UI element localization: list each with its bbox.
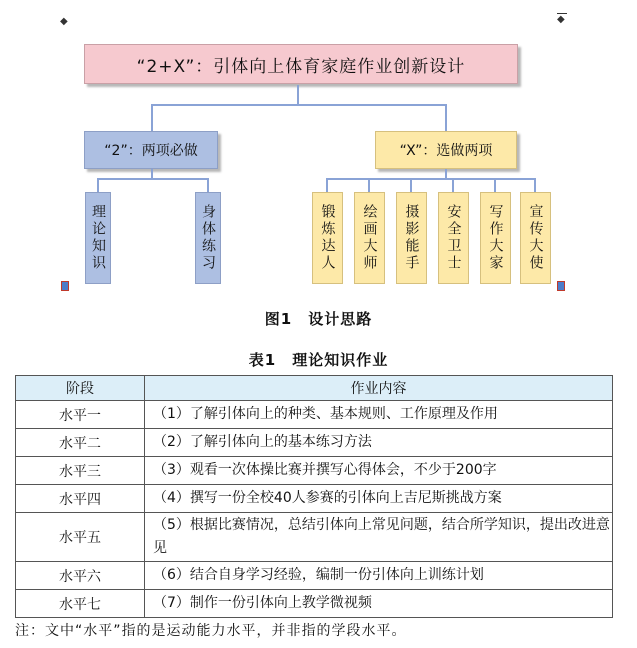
connector	[297, 85, 299, 105]
anchor-handle-right: ◆	[557, 13, 567, 25]
optional-item-promotion: 宣传大使	[520, 192, 551, 284]
connector	[368, 178, 370, 192]
row-content: （5）根据比赛情况，总结引体向上常见问题，结合所学知识，提出改进意见	[145, 513, 613, 562]
optional-item-photography: 摄影能手	[396, 192, 427, 284]
row-content: （4）撰写一份全校40人参赛的引体向上吉尼斯挑战方案	[145, 485, 613, 513]
header-content: 作业内容	[145, 376, 613, 401]
anchor-handle-left: ◆	[60, 16, 68, 27]
row-content: （1）了解引体向上的种类、基本规则、工作原理及作用	[145, 401, 613, 429]
required-branch-box	[84, 131, 218, 169]
optional-branch-box	[375, 131, 517, 169]
row-level: 水平七	[16, 590, 145, 618]
object-marker-right	[557, 281, 565, 291]
optional-branch-label: “X”：选做两项	[399, 143, 493, 159]
connector	[97, 178, 209, 180]
connector	[151, 104, 153, 131]
table-row	[16, 513, 613, 562]
table-row	[16, 401, 613, 429]
optional-item-painting: 绘画大师	[354, 192, 385, 284]
connector	[151, 104, 447, 106]
table-header-row	[16, 376, 613, 401]
table-note: 注：文中“水平”指的是运动能力水平，并非指的学段水平。	[15, 623, 407, 639]
table-caption: 表1 理论知识作业	[248, 351, 389, 369]
connector	[494, 178, 496, 192]
row-level: 水平六	[16, 562, 145, 590]
row-level: 水平一	[16, 401, 145, 429]
table-row	[16, 562, 613, 590]
row-content: （2）了解引体向上的基本练习方法	[145, 429, 613, 457]
figure-caption: 图1 设计思路	[264, 310, 373, 328]
row-content: （3）观看一次体操比赛并撰写心得体会，不少于200字	[145, 457, 613, 485]
optional-item-writing: 写作大家	[480, 192, 511, 284]
object-marker-left	[61, 281, 69, 291]
row-level: 水平二	[16, 429, 145, 457]
diagram-title-box	[84, 44, 518, 84]
connector	[326, 178, 328, 192]
required-branch-label: “2”：两项必做	[104, 143, 198, 159]
row-content: （7）制作一份引体向上教学微视频	[145, 590, 613, 618]
optional-item-safety: 安全卫士	[438, 192, 469, 284]
required-item-theory: 理论知识	[85, 192, 111, 284]
table-row	[16, 429, 613, 457]
required-item-practice: 身体练习	[195, 192, 221, 284]
diagram-title: “2+X”：引体向上体育家庭作业创新设计	[136, 56, 466, 77]
theory-homework-table	[15, 375, 613, 618]
connector	[207, 178, 209, 192]
optional-item-exercise: 锻炼达人	[312, 192, 343, 284]
row-level: 水平三	[16, 457, 145, 485]
connector	[445, 104, 447, 131]
connector	[97, 178, 99, 192]
header-level: 阶段	[16, 376, 145, 401]
row-level: 水平四	[16, 485, 145, 513]
connector	[410, 178, 412, 192]
row-content: （6）结合自身学习经验，编制一份引体向上训练计划	[145, 562, 613, 590]
connector	[326, 178, 536, 180]
table-row	[16, 590, 613, 618]
row-level: 水平五	[16, 513, 145, 562]
connector	[452, 178, 454, 192]
table-row	[16, 485, 613, 513]
table-row	[16, 457, 613, 485]
connector	[534, 178, 536, 192]
